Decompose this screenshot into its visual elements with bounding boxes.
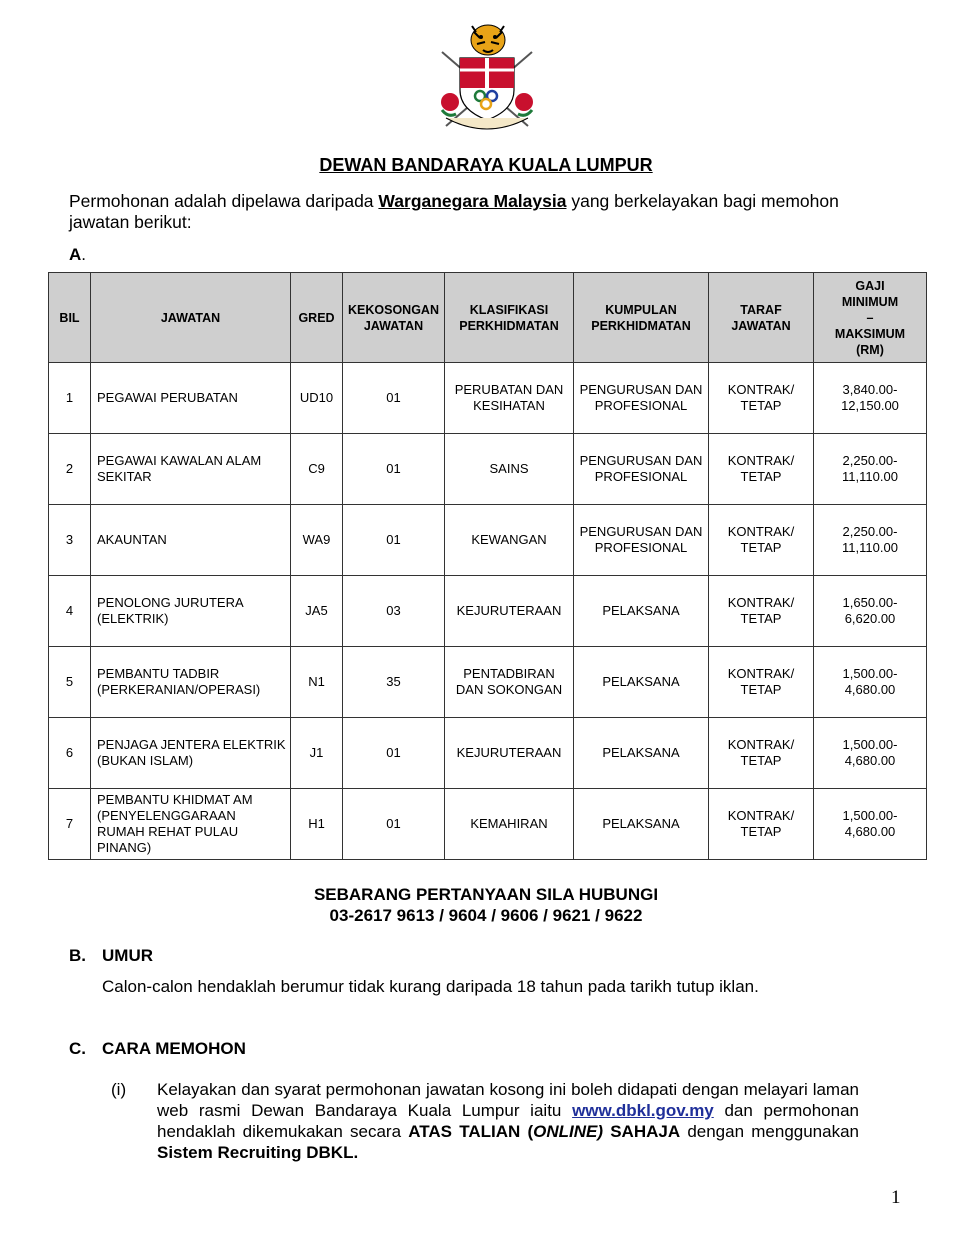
cell-kumpulan: PENGURUSAN DAN PROFESIONAL	[574, 505, 709, 576]
section-a-suffix: .	[81, 245, 87, 264]
cell-kekosongan: 01	[343, 505, 445, 576]
cell-kumpulan: PELAKSANA	[574, 647, 709, 718]
cell-kekosongan: 03	[343, 576, 445, 647]
cell-kekosongan: 01	[343, 434, 445, 505]
cell-taraf: KONTRAK/ TETAP	[709, 434, 814, 505]
cell-klasifikasi: KEMAHIRAN	[445, 789, 574, 860]
cell-klasifikasi: KEJURUTERAAN	[445, 576, 574, 647]
cell-taraf: KONTRAK/ TETAP	[709, 647, 814, 718]
item-i-bold-2: SAHAJA	[603, 1122, 681, 1141]
intro-paragraph	[69, 191, 889, 233]
cell-bil: 7	[49, 789, 91, 860]
gaji-header-line: –	[866, 310, 874, 325]
cell-klasifikasi: PENTADBIRAN DAN SOKONGAN	[445, 647, 574, 718]
cell-gaji: 1,650.00- 6,620.00	[814, 576, 927, 647]
gaji-header-line: MINIMUM	[841, 294, 899, 309]
table-row	[49, 647, 927, 718]
cell-gaji: 1,500.00- 4,680.00	[814, 647, 927, 718]
cell-taraf: KONTRAK/ TETAP	[709, 789, 814, 860]
page-title: DEWAN BANDARAYA KUALA LUMPUR	[319, 155, 653, 175]
section-b-text: Calon-calon hendaklah berumur tidak kurang daripada 18 tahun pada tarikh tutup iklan.	[102, 977, 759, 996]
cell-gaji: 1,500.00- 4,680.00	[814, 718, 927, 789]
gaji-header-line: MAKSIMUM	[834, 326, 906, 341]
col-header-bil: BIL	[49, 273, 91, 363]
cell-klasifikasi: KEJURUTERAAN	[445, 718, 574, 789]
page-number: 1	[891, 1187, 901, 1208]
intro-highlight: Warganegara Malaysia	[378, 191, 567, 211]
cell-gred: H1	[291, 789, 343, 860]
cell-bil: 1	[49, 363, 91, 434]
intro-text-1: Permohonan adalah dipelawa daripada	[69, 191, 379, 211]
cell-bil: 3	[49, 505, 91, 576]
cell-taraf: KONTRAK/ TETAP	[709, 576, 814, 647]
contact-block	[0, 884, 960, 926]
cell-bil: 2	[49, 434, 91, 505]
col-header-gaji	[814, 273, 927, 363]
section-b-letter: B.	[69, 946, 86, 965]
cell-klasifikasi: SAINS	[445, 434, 574, 505]
cell-gred: N1	[291, 647, 343, 718]
cell-kumpulan: PENGURUSAN DAN PROFESIONAL	[574, 434, 709, 505]
cell-klasifikasi: KEWANGAN	[445, 505, 574, 576]
tiger-head-icon	[471, 25, 505, 55]
cell-kumpulan: PELAKSANA	[574, 718, 709, 789]
item-i-text-1: Kelayakan dan syarat permohonan jawatan kosong ini boleh didapati dengan melayari laman web rasmi Dewan Bandaraya Kuala Lumpur iaitu	[157, 1080, 859, 1120]
gaji-header-line: GAJI	[855, 278, 885, 293]
cell-gred: J1	[291, 718, 343, 789]
cell-gaji: 3,840.00- 12,150.00	[814, 363, 927, 434]
item-i-number: (i)	[111, 1080, 127, 1099]
table-row	[49, 363, 927, 434]
cell-jawatan: PEGAWAI KAWALAN ALAM SEKITAR	[91, 434, 291, 505]
cell-taraf: KONTRAK/ TETAP	[709, 505, 814, 576]
dbkl-website-link[interactable]: www.dbkl.gov.my	[572, 1101, 714, 1120]
section-a-letter: A	[69, 245, 82, 264]
cell-bil: 4	[49, 576, 91, 647]
cell-gred: WA9	[291, 505, 343, 576]
cell-gred: C9	[291, 434, 343, 505]
cell-gaji: 1,500.00- 4,680.00	[814, 789, 927, 860]
cell-kekosongan: 01	[343, 789, 445, 860]
dbkl-crest-logo	[428, 18, 546, 138]
cell-gred: UD10	[291, 363, 343, 434]
col-header-kekosongan: KEKOSONGAN JAWATAN	[343, 273, 445, 363]
cell-taraf: KONTRAK/ TETAP	[709, 363, 814, 434]
cell-gaji: 2,250.00- 11,110.00	[814, 505, 927, 576]
col-header-kumpulan: KUMPULAN PERKHIDMATAN	[574, 273, 709, 363]
section-b-heading	[69, 946, 153, 966]
table-row	[49, 434, 927, 505]
section-c-letter: C.	[69, 1039, 86, 1058]
table-row	[49, 505, 927, 576]
section-b-title: UMUR	[102, 946, 153, 965]
cell-jawatan: PEMBANTU KHIDMAT AM (PENYELENGGARAAN RUMAH REHAT PULAU PINANG)	[91, 789, 291, 860]
cell-jawatan: AKAUNTAN	[91, 505, 291, 576]
cell-klasifikasi: PERUBATAN DAN KESIHATAN	[445, 363, 574, 434]
cell-kekosongan: 01	[343, 718, 445, 789]
item-i-online: ONLINE)	[533, 1122, 604, 1141]
col-header-taraf: TARAF JAWATAN	[709, 273, 814, 363]
cell-gaji: 2,250.00- 11,110.00	[814, 434, 927, 505]
vacancy-table	[48, 272, 927, 860]
section-a-label	[69, 245, 86, 265]
gaji-header-line: (RM)	[856, 342, 884, 357]
item-i-system-name: Sistem Recruiting DBKL.	[157, 1143, 359, 1162]
section-c-title: CARA MEMOHON	[102, 1039, 246, 1058]
item-i-text-2: dan permohonan hendaklah dikemukakan secara	[157, 1101, 859, 1141]
table-header-row	[49, 273, 927, 363]
cell-bil: 5	[49, 647, 91, 718]
item-i-paragraph	[157, 1079, 859, 1163]
section-c-heading	[69, 1039, 246, 1059]
item-i-bold-1: ATAS TALIAN (	[408, 1122, 534, 1141]
contact-phone-numbers: 03-2617 9613 / 9604 / 9606 / 9621 / 9622	[329, 906, 643, 925]
item-i-text-3: dengan menggunakan	[680, 1122, 860, 1141]
cell-bil: 6	[49, 718, 91, 789]
cell-jawatan: PEMBANTU TADBIR (PERKERANIAN/OPERASI)	[91, 647, 291, 718]
intro-text-2: yang berkelayakan bagi memohon jawatan berikut:	[69, 191, 839, 232]
table-row	[49, 576, 927, 647]
cell-jawatan: PENOLONG JURUTERA (ELEKTRIK)	[91, 576, 291, 647]
cell-taraf: KONTRAK/ TETAP	[709, 718, 814, 789]
cell-jawatan: PENJAGA JENTERA ELEKTRIK (BUKAN ISLAM)	[91, 718, 291, 789]
contact-heading: SEBARANG PERTANYAAN SILA HUBUNGI	[313, 885, 659, 904]
cell-gred: JA5	[291, 576, 343, 647]
cell-kumpulan: PELAKSANA	[574, 789, 709, 860]
col-header-klasifikasi: KLASIFIKASI PERKHIDMATAN	[445, 273, 574, 363]
col-header-gred: GRED	[291, 273, 343, 363]
col-header-jawatan: JAWATAN	[91, 273, 291, 363]
cell-kekosongan: 35	[343, 647, 445, 718]
table-row	[49, 718, 927, 789]
cell-kumpulan: PELAKSANA	[574, 576, 709, 647]
cell-jawatan: PEGAWAI PERUBATAN	[91, 363, 291, 434]
table-row	[49, 789, 927, 860]
cell-kekosongan: 01	[343, 363, 445, 434]
cell-kumpulan: PENGURUSAN DAN PROFESIONAL	[574, 363, 709, 434]
